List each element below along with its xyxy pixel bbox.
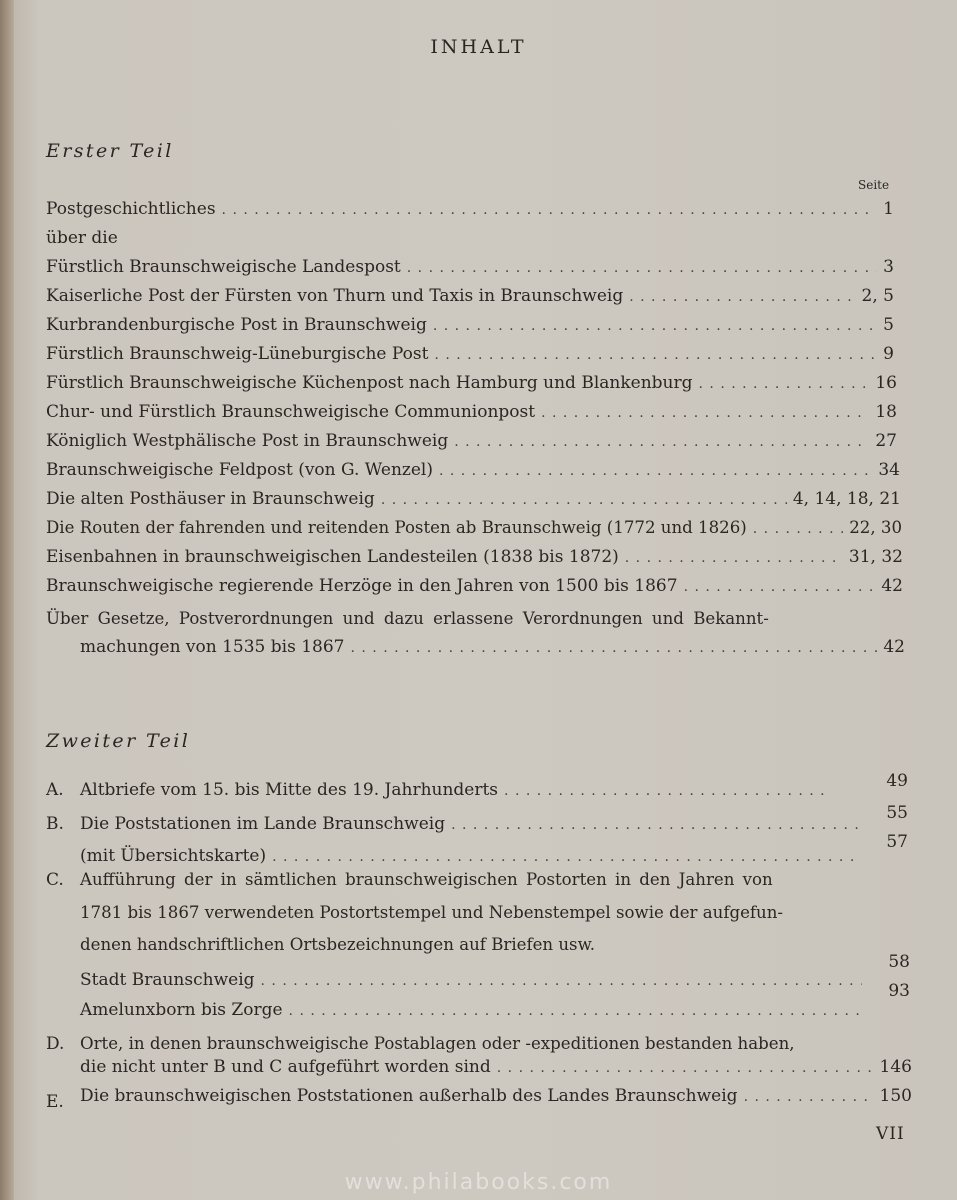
toc-entry: 1781 bis 1867 verwendeten Postortstempel und Nebenstempel sowie der aufgefun- bbox=[80, 903, 784, 922]
page-edge-shadow bbox=[0, 0, 14, 1200]
toc-entry: Kurbrandenburgische Post in Braunschweig . . . 5 bbox=[46, 315, 894, 336]
page-number: 57 bbox=[886, 832, 908, 852]
toc-entry: über die bbox=[46, 228, 118, 248]
toc-entry: Amelunxborn bis Zorge . . . bbox=[80, 1000, 868, 1021]
toc-entry: Die Poststationen im Lande Braunschweig . . . bbox=[80, 814, 868, 835]
leader-dots bbox=[272, 847, 862, 867]
toc-entry: Die Routen der fahrenden und reitenden Posten ab Braunschweig (1772 und 1826) . . . 22, 30 bbox=[46, 518, 902, 539]
toc-entry: denen handschriftlichen Ortsbezeichnungen auf Briefen usw. bbox=[80, 935, 596, 954]
leader-dots bbox=[625, 548, 843, 568]
section-letter: E. bbox=[46, 1092, 64, 1112]
toc-entry: Aufführung der in sämtlichen braunschweigischen Postorten in den Jahren von bbox=[80, 870, 773, 889]
page-number: 49 bbox=[886, 771, 908, 791]
toc-entry: (mit Übersichtskarte) . . . bbox=[80, 846, 868, 867]
toc-entry: Braunschweigische regierende Herzöge in den Jahren von 1500 bis 1867 . . . 42 bbox=[46, 576, 903, 597]
toc-entry: Postgeschichtliches . . . 1 bbox=[46, 199, 894, 220]
section-letter: B. bbox=[46, 814, 64, 834]
leader-dots bbox=[351, 638, 878, 658]
leader-dots bbox=[504, 781, 826, 801]
leader-dots bbox=[744, 1087, 874, 1107]
toc-entry: Die braunschweigischen Poststationen außerhalb des Landes Braunschweig . . . 150 bbox=[80, 1086, 912, 1107]
toc-entry: Die alten Posthäuser in Braunschweig . . . 4, 14, 18, 21 bbox=[46, 489, 901, 510]
toc-entry: Fürstlich Braunschweigische Landespost . . . 3 bbox=[46, 257, 894, 278]
leader-dots bbox=[684, 577, 876, 597]
toc-entry: Über Gesetze, Postverordnungen und dazu erlassene Verordnungen und Bekannt- bbox=[46, 609, 769, 628]
section-letter: A. bbox=[46, 780, 64, 800]
leader-dots bbox=[407, 258, 877, 278]
toc-entry: Chur- und Fürstlich Braunschweigische Communionpost . . . 18 bbox=[46, 402, 897, 423]
leader-dots bbox=[289, 1001, 862, 1021]
leader-dots bbox=[434, 345, 877, 365]
part-one-heading: Erster Teil bbox=[46, 140, 174, 162]
section-letter: D. bbox=[46, 1034, 65, 1054]
leader-dots bbox=[381, 490, 787, 510]
leader-dots bbox=[753, 519, 843, 539]
leader-dots bbox=[261, 971, 862, 991]
page-column-label: Seite bbox=[858, 178, 890, 192]
toc-entry: Fürstlich Braunschweig-Lüneburgische Post . . . 9 bbox=[46, 344, 894, 365]
page-number: 93 bbox=[888, 981, 910, 1001]
toc-entry: Altbriefe vom 15. bis Mitte des 19. Jahrhunderts . . . bbox=[80, 780, 832, 801]
toc-entry: die nicht unter B und C aufgeführt worden sind . . . 146 bbox=[80, 1057, 912, 1078]
toc-entry: Braunschweigische Feldpost (von G. Wenzel) . . . 34 bbox=[46, 460, 900, 481]
leader-dots bbox=[497, 1058, 874, 1078]
toc-entry: Königlich Westphälische Post in Braunschweig . . . 27 bbox=[46, 431, 897, 452]
section-letter: C. bbox=[46, 870, 64, 890]
leader-dots bbox=[454, 432, 869, 452]
part-two-heading: Zweiter Teil bbox=[46, 730, 191, 752]
leader-dots bbox=[629, 287, 855, 307]
leader-dots bbox=[222, 200, 878, 220]
folio-page-number: VII bbox=[876, 1124, 905, 1144]
toc-entry: Fürstlich Braunschweigische Küchenpost nach Hamburg und Blankenburg . . . 16 bbox=[46, 373, 897, 394]
watermark: www.philabooks.com bbox=[344, 1170, 613, 1195]
leader-dots bbox=[699, 374, 870, 394]
page-number: 55 bbox=[886, 803, 908, 823]
leader-dots bbox=[451, 815, 862, 835]
leader-dots bbox=[541, 403, 869, 423]
page-title: INHALT bbox=[430, 36, 527, 58]
toc-entry: Kaiserliche Post der Fürsten von Thurn und Taxis in Braunschweig . . . 2, 5 bbox=[46, 286, 894, 307]
leader-dots bbox=[439, 461, 872, 481]
toc-entry: machungen von 1535 bis 1867 . . . 42 bbox=[80, 637, 905, 658]
toc-entry: Orte, in denen braunschweigische Postablagen oder -expeditionen bestanden haben, bbox=[80, 1034, 795, 1053]
page-number: 58 bbox=[888, 952, 910, 972]
leader-dots bbox=[433, 316, 877, 336]
toc-entry: Eisenbahnen in braunschweigischen Landesteilen (1838 bis 1872) . . . 31, 32 bbox=[46, 547, 903, 568]
toc-entry: Stadt Braunschweig . . . bbox=[80, 970, 868, 991]
